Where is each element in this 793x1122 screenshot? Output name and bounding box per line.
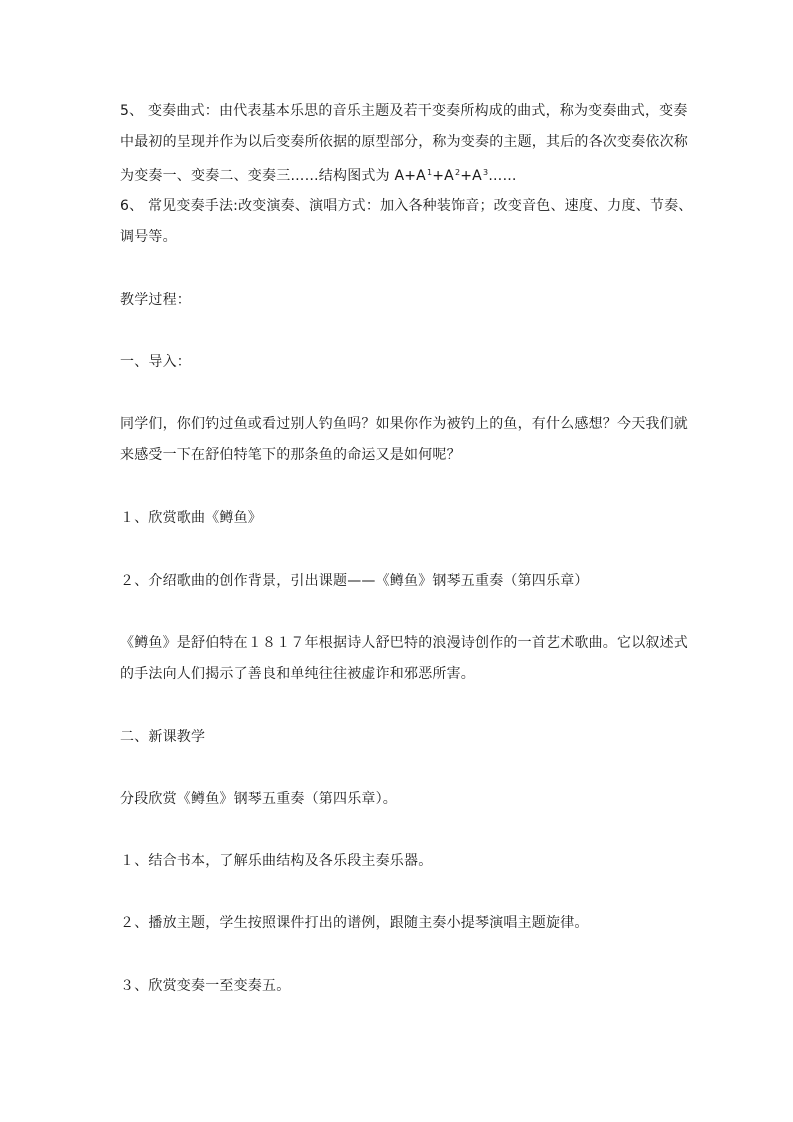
section2-heading: 二、新课教学 [120,729,206,745]
formula-mid-1: +A [432,168,454,184]
section1-step2: ２、介绍歌曲的创作背景，引出课题——《鳟鱼》钢琴五重奏（第四乐章） [120,573,589,589]
item6-line2: 调号等。 [120,229,177,245]
section1-bg-line2: 的手法向人们揭示了善良和单纯往往被虚诈和邪恶所害。 [120,666,475,682]
section2-step2: ２、播放主题，学生按照课件打出的谱例，跟随主奏小提琴演唱主题旋律。 [120,915,589,931]
item5-line1 [120,101,690,121]
section2-step3: ３、欣赏变奏一至变奏五。 [120,978,291,994]
formula-sup-3: 3 [482,168,489,177]
item5-line2: 中最初的呈现并作为以后变奏所依据的原型部分，称为变奏的主题，其后的各次变奏依次称 [120,134,688,150]
item6-number: 6、 [120,198,144,214]
section1-heading: 一、导入： [120,354,191,370]
formula-mid-2: +A [460,168,482,184]
formula-sup-1: 1 [426,168,433,177]
item6-line1 [120,196,693,216]
item5-line3 [120,163,690,186]
item5-number: 5、 [120,103,144,119]
section1-intro-line1: 同学们，你们钓过鱼或看过别人钓鱼吗？如果你作为被钓上的鱼，有什么感想？今天我们就 [120,416,688,432]
item5-text-line1: 变奏曲式：由代表基本乐思的音乐主题及若干变奏所构成的曲式，称为变奏曲式，变奏 [147,103,688,119]
item6-text-line1: 常见变奏手法:改变演奏、演唱方式：加入各种装饰音；改变音色、速度、力度、节奏、 [147,198,693,214]
section1-bg-line1: 《鳟鱼》是舒伯特在１８１７年根据诗人舒巴特的浪漫诗创作的一首艺术歌曲。它以叙述式 [120,635,688,651]
item5-text-line3: 为变奏一、变奏二、变奏三……结构图式为 A+A [120,168,426,184]
section2-step1: １、结合书本，了解乐曲结构及各乐段主奏乐器。 [120,853,433,869]
section1-intro-line2: 来感受一下在舒伯特笔下的那条鱼的命运又是如何呢？ [120,447,461,463]
section1-step1: １、欣赏歌曲《鳟鱼》 [120,510,262,526]
formula-sup-2: 2 [454,168,461,177]
process-heading: 教学过程： [120,292,191,308]
formula-tail: …… [488,168,517,184]
section2-intro: 分段欣赏《鳟鱼》钢琴五重奏（第四乐章）。 [120,791,397,807]
